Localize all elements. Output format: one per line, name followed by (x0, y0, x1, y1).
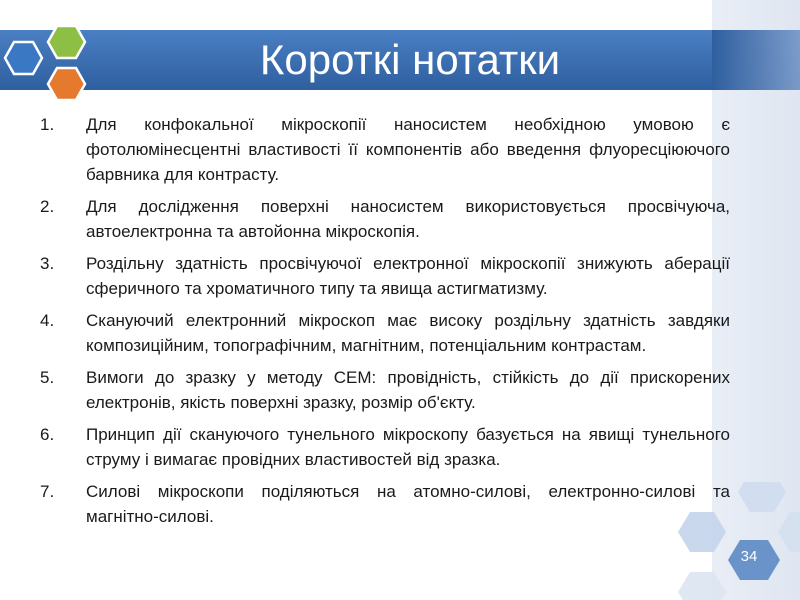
item-text: Силові мікроскопи поділяються на атомно-силові, електронно-силові та магнітно-силові. (86, 482, 730, 526)
item-number: 1. (40, 115, 55, 134)
page-number: 34 (740, 548, 758, 565)
blue-hexagon-icon (5, 42, 42, 74)
item-number: 3. (40, 254, 55, 273)
list-item (40, 251, 730, 301)
list-item (40, 194, 730, 244)
title-bar-fade (712, 30, 800, 90)
orange-hexagon-icon (48, 68, 85, 100)
list-item (40, 479, 730, 529)
list-item (40, 112, 730, 187)
item-number: 6. (40, 425, 55, 444)
item-text: Для дослідження поверхні наносистем використовується просвічуюча, автоелектронна та автойонна мікроскопія. (86, 197, 730, 241)
item-text: Вимоги до зразку у методу СЕМ: провідність, стійкість до дії прискорених електронів, якість поверхні зразку, розмір об'єкту. (86, 368, 730, 412)
slide-title: Короткі нотатки (259, 36, 561, 83)
item-text: Скануючий електронний мікроскоп має високу роздільну здатність завдяки композиційним, топографічним, магнітним, потенціальним контрастам. (86, 311, 730, 355)
item-number: 7. (40, 482, 55, 501)
item-number: 4. (40, 311, 55, 330)
item-number: 2. (40, 197, 55, 216)
list-item (40, 308, 730, 358)
item-text: Принцип дії скануючого тунельного мікроскопу базується на явищі тунельного струму і вимагає провідних властивостей від зразка. (86, 425, 730, 469)
item-text: Для конфокальної мікроскопії наносистем необхідною умовою є фотолюмінесцентні властивості її компонентів або введення флуоресціюючого барвника для контрасту. (86, 115, 730, 184)
list-item (40, 365, 730, 415)
hexagon-logo-icon (0, 10, 100, 100)
item-number: 5. (40, 368, 55, 387)
list-item (40, 422, 730, 472)
notes-list (40, 112, 730, 536)
item-text: Роздільну здатність просвічуючої електронної мікроскопії знижують аберації сферичного та хроматичного типу та явища астигматизму. (86, 254, 730, 298)
green-hexagon-icon (48, 26, 85, 58)
